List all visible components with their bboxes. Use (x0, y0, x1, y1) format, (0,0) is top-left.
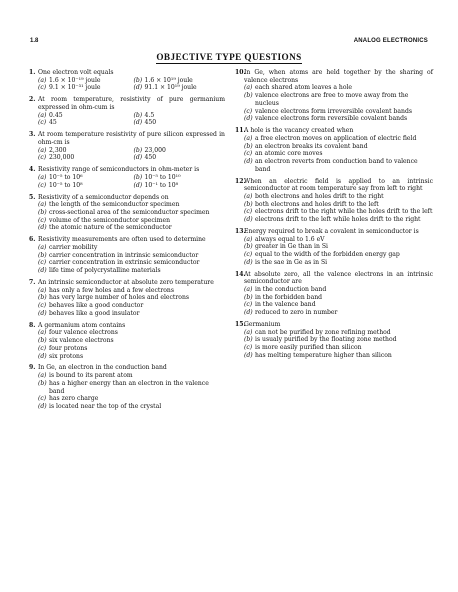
options-list (38, 112, 225, 127)
options-list (244, 286, 433, 317)
section-title-text: OBJECTIVE TYPE QUESTIONS (156, 52, 302, 62)
option-item (38, 372, 225, 380)
question-text: At room temperature, resistivity of pure germanium expressed in ohm-cum is (38, 96, 225, 111)
option-letter: (b) (133, 76, 143, 84)
option-letter: (a) (38, 201, 47, 209)
option-item (38, 119, 130, 127)
option-text: an electron breaks its covalent band (255, 142, 368, 150)
option-item (38, 353, 225, 361)
running-head: ANALOG ELECTRONICS (353, 38, 428, 44)
option-item (244, 251, 433, 259)
option-letter: (a) (244, 286, 253, 294)
option-item (38, 310, 225, 318)
option-text: 4.5 (144, 111, 155, 119)
option-text: an atomic core moves (255, 150, 323, 158)
option-letter: (a) (244, 235, 253, 243)
option-letter: (c) (244, 301, 253, 309)
option-letter: (c) (38, 344, 47, 352)
option-letter: (c) (244, 208, 253, 216)
question-item (235, 228, 433, 267)
option-text: equal to the width of the forbidden energy gap (255, 251, 400, 259)
option-letter: (a) (244, 134, 253, 142)
question-number: 9. (29, 364, 36, 372)
option-item (38, 84, 130, 92)
option-text: 0.45 (49, 111, 63, 119)
option-item (134, 147, 226, 155)
question-text: A germanium atom contains (38, 321, 126, 329)
option-text: the length of the semiconductor specimen (49, 201, 180, 209)
option-item (38, 201, 225, 209)
option-letter: (c) (38, 84, 47, 92)
option-text: in the valence band (255, 301, 316, 309)
option-text: in the forbidden band (255, 293, 323, 301)
option-letter: (a) (38, 174, 47, 181)
option-letter: (c) (244, 107, 253, 115)
page-number: 1.8 (30, 38, 39, 44)
option-letter: (d) (133, 154, 143, 162)
option-item (244, 259, 433, 267)
option-text: valence electrons form reversible covalent bands (255, 115, 408, 123)
question-text: At room temperature resistivity of pure silicon expressed in ohm-cm is (38, 131, 225, 146)
option-letter: (b) (244, 200, 253, 208)
option-text: a free electron moves on application of electric field (255, 134, 417, 142)
option-letter: (c) (244, 251, 253, 259)
question-number: 5. (29, 193, 36, 201)
option-letter: (b) (244, 92, 253, 100)
option-item (134, 154, 226, 162)
option-text: has melting temperature higher than silicon (255, 351, 392, 359)
options-list (38, 174, 225, 189)
option-text: 10⁻¹ to 10⁸ (144, 181, 179, 189)
question-item (235, 69, 433, 123)
option-text: 91.1 × 10¹⁹ joule (144, 84, 197, 92)
question-text: Energy required to break a covalent in semiconductor is (244, 227, 419, 235)
question-text: Resistivity of a semiconductor depends on (38, 193, 169, 201)
option-letter: (a) (38, 372, 47, 380)
option-letter: (d) (38, 309, 47, 317)
option-text: is usualy purified by the floating zone method (255, 336, 397, 344)
option-letter: (b) (244, 336, 253, 344)
option-text: 9.1 × 10⁻³¹ joule (49, 84, 101, 92)
question-item (29, 96, 225, 127)
option-text: is bound to its parent atom (49, 372, 133, 380)
option-letter: (c) (38, 119, 47, 127)
option-text: 450 (144, 119, 157, 127)
option-text: each shared atom leaves a hole (255, 84, 353, 92)
option-text: is the sae in Ge as in Si (255, 258, 328, 266)
option-text: six valence electrons (49, 337, 114, 345)
option-text: four valence electrons (49, 329, 118, 337)
option-text: always equal to 1.6 eV (255, 235, 325, 243)
question-text: In Ge, an electron in the conduction band (38, 364, 167, 372)
option-letter: (a) (38, 146, 47, 154)
option-item (244, 193, 433, 201)
options-list (38, 372, 225, 411)
option-item (244, 344, 433, 352)
option-text: has very large number of holes and electrons (49, 294, 190, 302)
question-item (29, 364, 225, 410)
option-text: electrons drift to the right while the holes drift to the left (255, 208, 433, 216)
option-letter: (d) (244, 115, 253, 123)
option-item (244, 84, 433, 92)
options-list (244, 84, 433, 123)
question-item (235, 178, 433, 224)
options-list (244, 135, 433, 174)
option-letter: (b) (38, 337, 47, 345)
option-text: behaves like a good conductor (49, 302, 144, 310)
question-text: Resistivity measurements are often used to determine (38, 236, 206, 244)
option-letter: (a) (244, 192, 253, 200)
option-letter: (d) (244, 351, 253, 359)
option-letter: (b) (133, 174, 143, 181)
option-letter: (b) (244, 243, 253, 251)
option-item (244, 92, 433, 107)
option-letter: (c) (38, 216, 47, 224)
options-list (244, 236, 433, 267)
option-text: 23,000 (144, 146, 166, 154)
option-item (244, 108, 433, 116)
option-item (38, 154, 130, 162)
option-text: has only a few holes and a few electrons (49, 286, 174, 294)
option-letter: (a) (38, 244, 47, 251)
options-list (38, 329, 225, 360)
question-number: 3. (29, 131, 36, 139)
option-text: 450 (144, 154, 157, 162)
option-item (134, 174, 226, 182)
option-item (244, 208, 433, 216)
option-text: is more easily purified than silicon (255, 344, 362, 352)
option-item (244, 352, 433, 360)
option-letter: (a) (244, 328, 253, 336)
question-text: In Ge, when atoms are held together by the sharing of valence electrons (244, 69, 433, 84)
option-text: 1.6 × 10¹⁹ joule (144, 76, 193, 84)
question-item (29, 322, 225, 361)
options-list (38, 77, 225, 92)
option-item (38, 345, 225, 353)
option-item (244, 135, 433, 143)
option-text: reduced to zero in number (255, 309, 338, 317)
option-item (38, 259, 225, 267)
option-letter: (b) (244, 142, 253, 150)
option-letter: (b) (38, 379, 47, 387)
question-number: 12. (235, 177, 246, 185)
option-text: 10⁻⁵ to 10⁸ (49, 181, 83, 189)
option-item (38, 267, 225, 275)
option-text: valence electrons are free to move away from the nucleus (255, 92, 409, 107)
option-item (38, 244, 225, 252)
option-letter: (c) (244, 344, 253, 352)
options-list (244, 193, 433, 224)
option-letter: (b) (38, 294, 47, 302)
option-letter: (a) (38, 329, 47, 337)
option-text: can not be purified by zone refining method (255, 328, 391, 336)
options-list (38, 201, 225, 232)
question-number: 8. (29, 321, 36, 329)
option-letter: (d) (38, 352, 47, 360)
option-item (244, 158, 433, 173)
option-item (38, 403, 225, 411)
option-letter: (d) (38, 267, 47, 275)
option-text: volume of the semiconductor specimen (49, 216, 171, 224)
option-item (244, 236, 433, 244)
question-text: At absolute zero, all the valence electrons in an intrinsic semiconductor are (244, 270, 433, 286)
option-item (244, 150, 433, 158)
option-item (38, 147, 130, 155)
options-list (38, 287, 225, 318)
question-number: 13. (235, 227, 246, 235)
option-item (134, 84, 226, 92)
option-text: cross-sectional area of the semiconductor specimen (49, 209, 210, 216)
option-text: 10⁻⁵ to 10¹⁰ (144, 174, 181, 181)
option-letter: (b) (38, 251, 47, 259)
question-item (29, 279, 225, 318)
option-item (38, 380, 225, 395)
option-text: has zero charge (49, 395, 99, 403)
option-text: carrier concentration in extrinsic semiconductor (49, 259, 200, 267)
option-letter: (a) (38, 111, 47, 119)
option-item (134, 119, 226, 127)
question-number: 7. (29, 279, 36, 286)
question-number: 11. (235, 127, 246, 135)
option-letter: (c) (38, 259, 47, 267)
left-column (29, 69, 225, 415)
page-header (30, 38, 428, 48)
option-letter: (c) (38, 154, 47, 162)
question-item (235, 127, 433, 173)
option-item (38, 395, 225, 403)
option-letter: (c) (38, 302, 47, 310)
option-text: an electron reverts from conduction band to valence band (255, 157, 418, 173)
option-text: greater in Ge than in Si (255, 243, 328, 251)
question-number: 4. (29, 166, 36, 174)
options-list (244, 329, 433, 360)
question-item (29, 131, 225, 162)
question-text: Germanium (244, 321, 281, 329)
question-number: 14. (235, 270, 246, 278)
option-letter: (d) (244, 309, 253, 317)
question-number: 6. (29, 236, 36, 244)
option-letter: (c) (38, 395, 47, 403)
option-letter: (d) (133, 84, 143, 92)
option-text: has a higher energy than an electron in the valence band (49, 379, 209, 395)
question-number: 10. (235, 69, 246, 76)
question-item (29, 69, 225, 92)
option-text: electrons drift to the left while holes drift to the right (255, 216, 421, 224)
question-text: Resistivity range of semiconductors in ohm-meter is (38, 166, 200, 174)
option-letter: (d) (244, 258, 253, 266)
option-text: both electrons and holes drift to the right (255, 192, 384, 200)
option-item (38, 174, 130, 182)
question-number: 2. (29, 96, 36, 104)
option-letter: (b) (133, 146, 143, 154)
option-letter: (d) (38, 224, 47, 232)
options-list (38, 244, 225, 275)
question-item (29, 166, 225, 189)
option-text: carrier mobility (49, 244, 98, 251)
option-text: carrier concentration in intrinsic semiconductor (49, 251, 199, 259)
option-letter: (b) (133, 111, 143, 119)
option-text: 1.6 × 10⁻¹⁹ joule (49, 76, 101, 84)
option-letter: (d) (133, 119, 143, 127)
option-item (244, 115, 433, 123)
question-number: 15. (235, 321, 246, 329)
option-letter: (a) (38, 286, 47, 294)
option-item (38, 337, 225, 345)
option-letter: (a) (38, 76, 47, 84)
option-item (244, 294, 433, 302)
section-title (0, 52, 458, 62)
option-letter: (d) (244, 216, 253, 224)
option-text: is located near the top of the crystal (49, 402, 162, 410)
option-text: four protons (49, 344, 88, 352)
option-letter: (d) (38, 402, 47, 410)
option-item (244, 336, 433, 344)
question-item (235, 321, 433, 360)
option-item (38, 217, 225, 225)
question-text: An intrinsic semiconductor at absolute zero temperature (38, 279, 214, 286)
option-text: valence electrons form irreversible covalent bands (255, 107, 412, 115)
question-item (235, 271, 433, 317)
option-item (38, 209, 225, 217)
option-item (38, 182, 130, 190)
option-letter: (d) (244, 157, 253, 165)
option-item (38, 77, 130, 85)
question-text: One electron volt equals (38, 69, 114, 76)
option-letter: (d) (133, 181, 143, 189)
option-item (134, 182, 226, 190)
option-item (244, 301, 433, 309)
option-item (244, 143, 433, 151)
option-item (244, 286, 433, 294)
option-item (38, 112, 130, 120)
option-item (244, 216, 433, 224)
question-text: A hole is the vacancy created when (244, 127, 354, 135)
options-list (38, 147, 225, 162)
option-letter: (b) (38, 209, 47, 216)
option-text: life time of polycrystalline materials (49, 267, 161, 275)
question-item (29, 236, 225, 275)
option-item (244, 329, 433, 337)
option-item (244, 309, 433, 317)
question-number: 1. (29, 69, 36, 76)
option-text: behaves like a good insulator (49, 309, 140, 317)
option-text: 10⁻⁵ to 10⁶ (49, 174, 83, 181)
option-item (134, 77, 226, 85)
option-text: 2,300 (49, 146, 67, 154)
option-text: both electrons and holes drift to the left (255, 200, 379, 208)
right-column (235, 69, 433, 364)
option-letter: (b) (244, 293, 253, 301)
option-text: 230,000 (49, 154, 75, 162)
question-text: When an electric field is applied to an intrinsic semiconductor at room temperature say from left to right (244, 177, 433, 193)
option-item (38, 252, 225, 260)
option-item (244, 243, 433, 251)
option-text: six protons (49, 352, 84, 360)
option-item (38, 302, 225, 310)
option-item (38, 329, 225, 337)
option-letter: (c) (38, 181, 47, 189)
option-text: 45 (49, 119, 57, 127)
option-item (38, 294, 225, 302)
option-item (244, 201, 433, 209)
option-item (38, 224, 225, 232)
option-text: in the conduction band (255, 286, 327, 294)
option-item (134, 112, 226, 120)
option-letter: (a) (244, 84, 253, 92)
option-item (38, 287, 225, 295)
question-item (29, 194, 225, 233)
option-letter: (c) (244, 150, 253, 158)
option-text: the atomic nature of the semiconductor (49, 224, 172, 232)
